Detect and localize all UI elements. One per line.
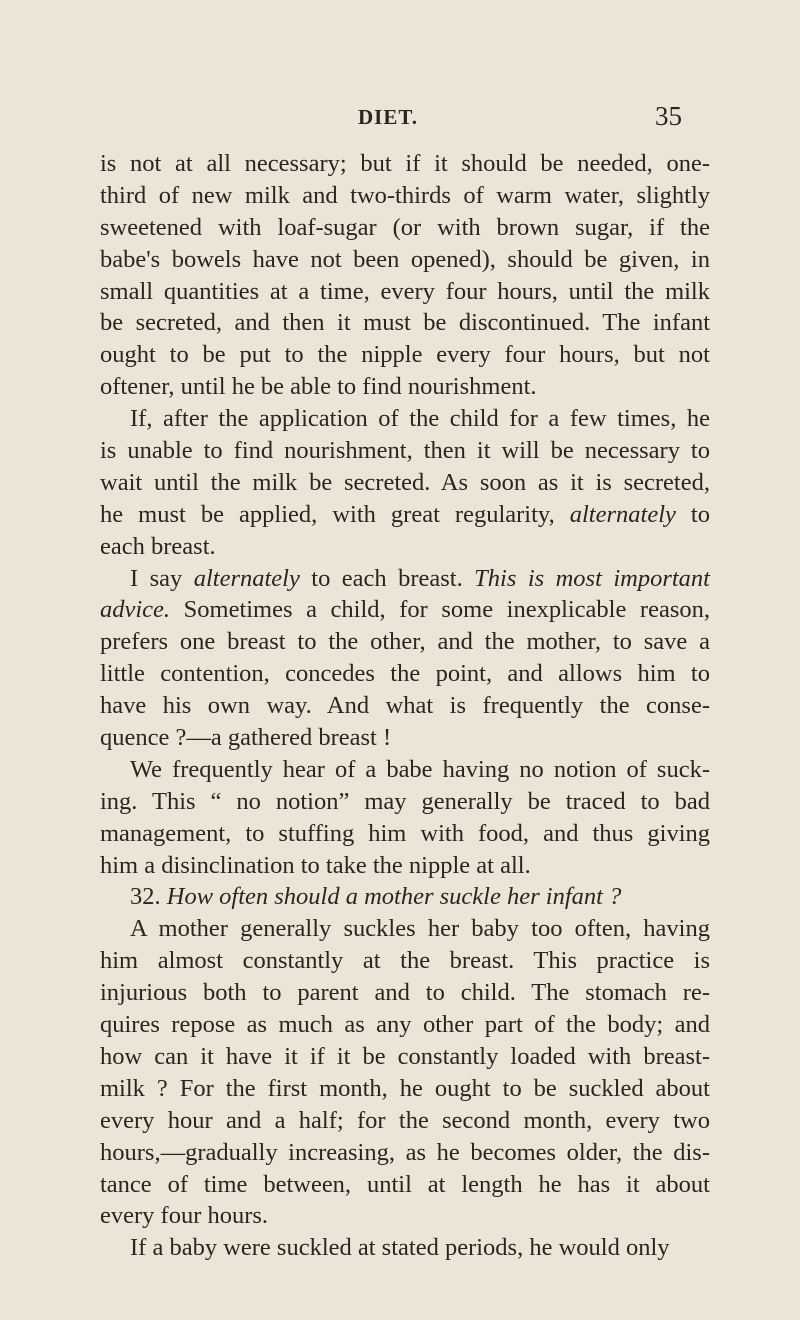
text-line: each breast.	[100, 532, 216, 560]
text-line: be secreted, and then it must be discontinued. The infant	[100, 309, 710, 337]
section-number: 32.	[130, 883, 167, 911]
text-line: him almost constantly at the breast. This practice is	[100, 947, 710, 975]
text-line: quence ?—a gathered breast !	[100, 724, 392, 752]
text-line	[100, 563, 710, 595]
text-run: to each breast.	[299, 564, 475, 592]
section-heading	[100, 881, 710, 913]
text-line: wait until the milk be secreted. As soon as it is secreted,	[100, 468, 710, 496]
text-line: every four hours.	[100, 1202, 269, 1230]
text-line: little contention, concedes the point, and allows him to	[100, 660, 710, 688]
text-line: how can it have it if it be constantly loaded with breast-	[100, 1042, 710, 1070]
text-run: I say	[130, 564, 194, 592]
text-line: oftener, until he be able to find nourishment.	[100, 373, 537, 401]
italic-run: alternately	[569, 500, 676, 528]
text-line	[100, 594, 710, 626]
section-question: How often should a mother suckle her infant ?	[166, 883, 622, 911]
text-line: If, after the application of the child for a few times, he	[130, 405, 710, 433]
text-line: milk ? For the first month, he ought to be suckled about	[100, 1074, 710, 1102]
running-head: DIET.	[358, 105, 419, 129]
text-line: is unable to find nourishment, then it will be necessary to	[100, 437, 710, 465]
text-run: to	[675, 500, 710, 528]
text-line: ing. This “ no notion” may generally be traced to bad	[100, 787, 710, 815]
text-line: every hour and a half; for the second month, every two	[100, 1106, 710, 1134]
text-line: hours,—gradually increasing, as he becomes older, the dis-	[100, 1138, 710, 1166]
text-line: tance of time between, until at length he has it about	[100, 1170, 710, 1198]
italic-run: advice.	[100, 596, 171, 624]
text-line: prefers one breast to the other, and the mother, to save a	[100, 628, 710, 656]
text-line: quires repose as much as any other part of the body; and	[100, 1011, 710, 1039]
text-line: have his own way. And what is frequently the conse-	[100, 692, 710, 720]
text-line: sweetened with loaf-sugar (or with brown sugar, if the	[100, 213, 710, 241]
text-line: management, to stuffing him with food, and thus giving	[100, 819, 710, 847]
text-line: A mother generally suckles her baby too often, having	[130, 915, 710, 943]
text-line: If a baby were suckled at stated periods, he would only	[130, 1234, 670, 1262]
text-line: him a disinclination to take the nipple at all.	[100, 851, 531, 879]
page-number: 35	[655, 101, 682, 131]
text-line: injurious both to parent and to child. The stomach re-	[100, 979, 710, 1007]
text-line: small quantities at a time, every four hours, until the milk	[100, 277, 710, 305]
text-line: ought to be put to the nipple every four hours, but not	[100, 341, 710, 369]
page-header	[0, 101, 800, 141]
text-line: third of new milk and two-thirds of warm water, slightly	[100, 181, 710, 209]
italic-run: alternately	[193, 564, 300, 592]
italic-run: This is most important	[474, 564, 710, 592]
text-run: Sometimes a child, for some inexplicable reason,	[170, 596, 710, 624]
text-run: he must be applied, with great regularity,	[100, 500, 570, 528]
body-text	[100, 148, 710, 1264]
text-line	[100, 499, 710, 531]
text-line: babe's bowels have not been opened), should be given, in	[100, 245, 710, 273]
text-line: We frequently hear of a babe having no notion of suck-	[130, 755, 710, 783]
text-line: is not at all necessary; but if it should be needed, one-	[100, 150, 710, 177]
